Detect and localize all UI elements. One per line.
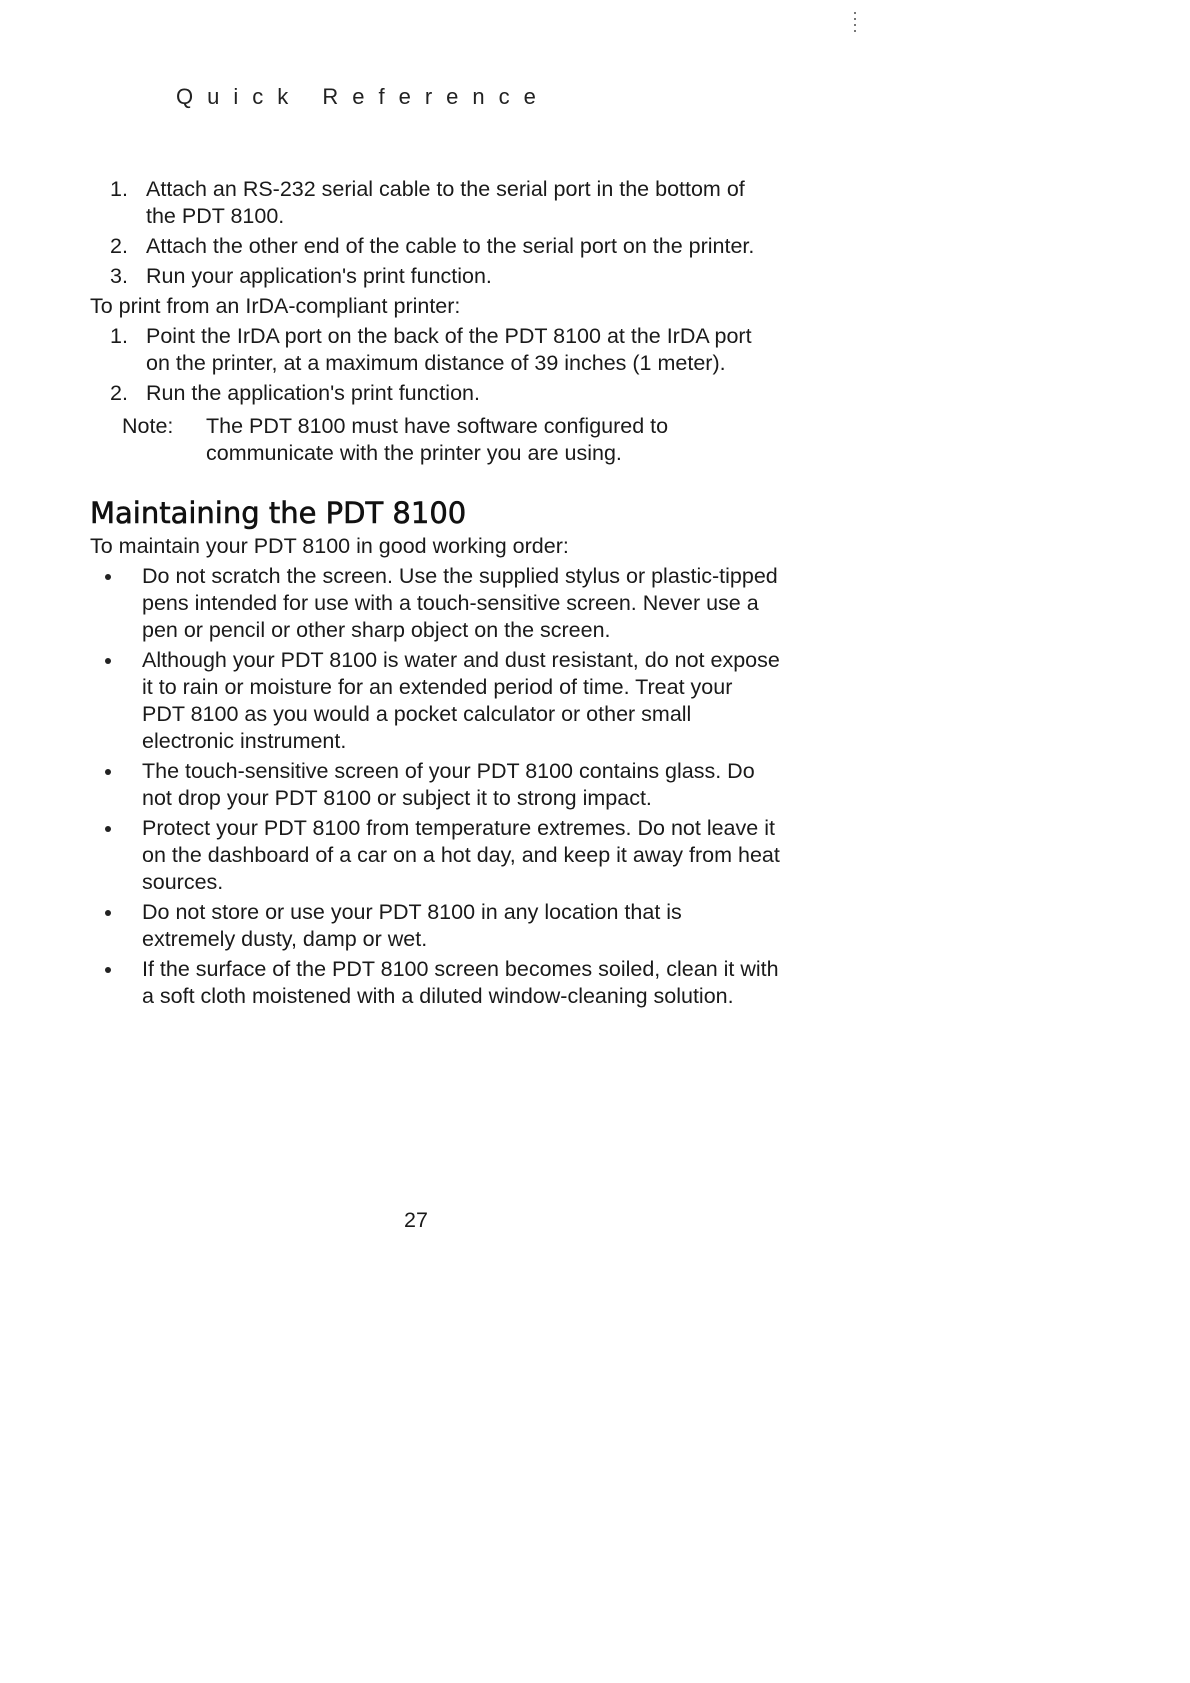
note-text: The PDT 8100 must have software configured to communicate with the printer you are using. (206, 414, 669, 465)
step-number: 1. (110, 324, 128, 348)
step-text: Attach an RS-232 serial cable to the serial port in the bottom of the PDT 8100. (146, 177, 745, 228)
bullet-item (90, 815, 780, 896)
step-text: Run the application's print function. (146, 381, 480, 405)
irda-step (90, 380, 780, 407)
irda-intro: To print from an IrDA-compliant printer: (90, 294, 461, 318)
bullet-text: The touch-sensitive screen of your PDT 8100 contains glass. Do not drop your PDT 8100 or subject it to strong impact. (142, 759, 755, 810)
note-block (90, 413, 780, 467)
step-text: Attach the other end of the cable to the serial port on the printer. (146, 234, 755, 258)
page-content (90, 176, 780, 1013)
step-number: 1. (110, 177, 128, 201)
step-text: Run your application's print function. (146, 264, 492, 288)
bullet-text: Protect your PDT 8100 from temperature extremes. Do not leave it on the dashboard of a car on a hot day, and keep it away from heat sources. (142, 816, 780, 894)
bullet-dot (105, 658, 111, 664)
note-label: Note: (122, 414, 174, 438)
step-number: 3. (110, 264, 128, 288)
bullet-item (90, 647, 780, 755)
bullet-dot (105, 826, 111, 832)
page-number: 27 (404, 1208, 428, 1232)
bullet-text: Do not scratch the screen. Use the supplied stylus or plastic-tipped pens intended for use with a touch-sensitive screen. Never use a pen or pencil or other sharp object on the screen. (142, 564, 778, 642)
bullet-text: If the surface of the PDT 8100 screen becomes soiled, clean it with a soft cloth moistened with a diluted window-cleaning solution. (142, 957, 779, 1008)
bullet-dot (105, 574, 111, 580)
bullet-item (90, 758, 780, 812)
serial-step (90, 263, 780, 290)
step-text: Point the IrDA port on the back of the PDT 8100 at the IrDA port on the printer, at a maximum distance of 39 inches (1 meter). (146, 324, 752, 375)
step-number: 2. (110, 234, 128, 258)
bullet-dot (105, 910, 111, 916)
irda-step (90, 323, 780, 377)
scan-artifact (852, 8, 858, 38)
bullet-text: Do not store or use your PDT 8100 in any location that is extremely dusty, damp or wet. (142, 900, 682, 951)
step-number: 2. (110, 381, 128, 405)
bullet-dot (105, 967, 111, 973)
bullet-text: Although your PDT 8100 is water and dust resistant, do not expose it to rain or moisture for an extended period of time. Treat your PDT 8100 as you would a pocket calculator or other small electronic instrument. (142, 648, 780, 753)
section-title: Maintaining the PDT 8100 (90, 496, 467, 530)
bullet-item (90, 899, 780, 953)
bullet-item (90, 563, 780, 644)
serial-step (90, 233, 780, 260)
bullet-item (90, 956, 780, 1010)
running-head: Quick Reference (176, 84, 550, 109)
serial-step (90, 176, 780, 230)
bullet-dot (105, 769, 111, 775)
section-intro: To maintain your PDT 8100 in good working order: (90, 534, 569, 558)
